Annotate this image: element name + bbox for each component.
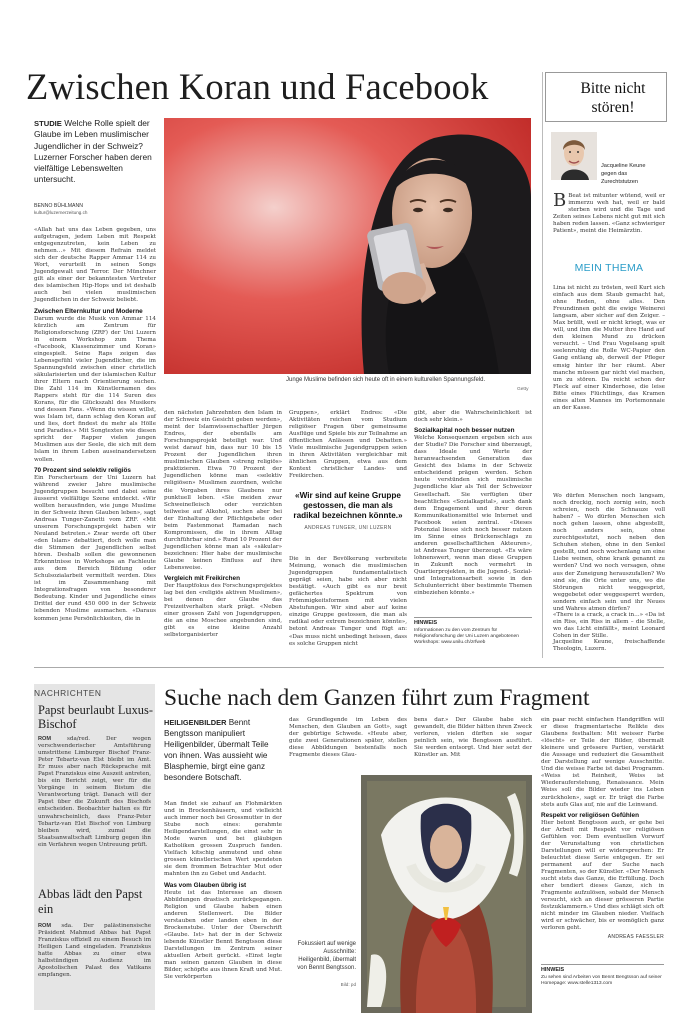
pull-quote: «Wir sind auf keine Gruppe gestossen, die man als radikal bezeichnen könnte.» ANDREAS TUNGER, UNI LUZERN bbox=[293, 491, 403, 531]
article-column-3: Gruppen», erklärt Endres: «Die Aktivitäten reichen vom Studium religiöser Fragen über gemeinsame Ausflüge und Spiele bis zur Teilnahme an öffentlichen Anlässen und Debatten.» Viele muslimische Jugendgruppen seien in ihren Aktivitäten vergleichbar mit ähnlichen Gruppen, etwa aus dem Kontext christlicher Landes- und Freikirchen. bbox=[289, 410, 407, 480]
article-column-3b: Die in der Bevölkerung verbreitete Meinung, wonach die muslimischen Jugendgruppen fundamentalistisch geprägt seien, habe sich aber nicht bestätigt. «Auch gibt es nur breit gefächertes Spektrum von Frömmigkeitsformen mit vielen Abstufungen. Wir sind aber auf keine einzige Gruppe gestossen, die man als radikal oder extrem bezeichnen könnte», betont Andreas Tunger und fügt an: «Das muss nicht unbedingt heissen, dass es solche Gruppen nicht bbox=[289, 556, 407, 647]
sidebar-text-4: «There is a crack, a crack in…» «Da ist ein Riss, ein Riss in allem – die Stelle, wo das Licht einfällt», meint Leonard Cohen in der Stille. bbox=[553, 612, 665, 640]
sidebar-signature: Jacqueline Keune, freischaffende Theologin, Luzern. bbox=[553, 639, 665, 653]
article-column-4: gibt, aber die Wahrscheinlichkeit ist doch sehr klein.» Sozialkapital noch besser nutzen Welche Konsequenzen ergeben sich aus der Studie? Die Forscher sind überzeugt, dass Ideale und Werte der heranwachsenden Generation das Gesicht des Islams in der Schweiz entscheidend prägen werden. Schon heute verstünden sich muslimische Jugendliche klar als Teil der Schweizer Gesellschaft. Sie verfügten über beachtliches «Sozialkapital», auch dank dem Engagement und ihrer deren Kommunikationsmittel wie Internet und Facebook seien zentral. «Dieses Potenzial liesse sich noch besser nutzen im Sinne eines Brückenschlags zu anderen gesellschaftlichen Akteuren», ist Andreas Tunger überzeugt. «Es wäre lohnenswert, wenn man diese Gruppen in Zukunft noch vermehrt in Quartierprojekten, in die Jugend-, Sozial- und Integrationsarbeit sowie in den Schulunterricht über bestimmte Themen einbeziehen könnte.» bbox=[414, 410, 532, 597]
bottom-column-4: ein paar recht einfachen Handgriffen will er diese fragmentarische Relikte des Glaubens festhalten: Mit weisser Farbe «löscht» er Teile der Bilder, übermalt kleinere und grössere Partien, verstärkt die Aussage und reduziert die Gesamtheit der Darstellung auf wenige Ausschnitte. Und die weisse Farbe ist dabei Programm. «Weiss ist Reinheit, Weiss ist Wiederauferstehung, Renaissance. Mein Weiss soll die Bilder wieder ins Leben zurückholen», sagt er. Er trägt die Farbe stets aufs Glas auf, nie auf die Leinwand. Respekt vor religiösen Gefühlen Hier betont Bengtsson auch, er gehe bei der Arbeit mit Respekt vor religiösen Gefühlen vor. Dem eventuellen Vorwurf der Verunstaltung von christlichen Darstellungen will er widersprechen: Er beleuchtet diese Serie entgegen. Er sei permanent auf der Suche nach Fragmenten, so der Künstler. «Der Mensch sucht stets das Ganze, die Erfüllung. Doch eher tendiert dieses Ganze, sich in Fragmente aufzulösen, sobald der Mensch versucht, sich an dieser grösseren Partie festzuklammern.» Und dies schlägt sich oft nicht minder im Glauben nieder. Vielfach wird er schwächer, bis er womöglich ganz verloren geht. ANDREAS FAESSLER bbox=[541, 717, 664, 941]
bottom-lead: HEILIGENBILDER Bennt Bengtsson manipuliert Heiligenbilder, übermalt Teile von ihnen. Was aussieht wie Blasphemie, birgt eine ganz besondere Botschaft. bbox=[164, 718, 269, 782]
bottom-headline: Suche nach dem Ganzen führt zum Fragment bbox=[164, 685, 590, 711]
article-column-2: den nächsten Jahrzehnten den Islam in der Schweiz ein Gesicht geben werden», meint der Islamwissenschaftler Jürgen Endres, der ebenfalls am Forschungsprojekt beteiligt war. Und weist darauf hin, dass nur 10 bis 15 Prozent der Jugendlichen ihren muslimischen Glauben «streng religiös» praktizieren. Etwa 70 Prozent der Jugendlichen könne man «selektiv religiösen» Muslimen zuordnen, welche die Vorgaben ihres Glaubens nur punktuell leben. «Sie meiden zwar Schweinefleisch oder verzichten teilweise auf Alkohol, suchen aber bei der Einhaltung der Pflichtgebete oder beim Fastenmonat Ramadan nach Kompromissen, die in ihrem Alltag durchführbar sind.» Rund 10 Prozent der Jugendlichen könne man als «säkular» bezeichnen: Hier habe der muslimische Glaube keinen Einfluss auf ihre Lebensweise. Vergleich mit Freikirchen Der Hauptfokus des Forschungsprojektes lag bei den «religiös aktiven Muslimen», bei denen der Glaube das Freizeitverhalten stark prägt. «Neben einer grossen Zahl von Jugendgruppen, die an eine Moschee angebunden sind, gibt es eine kleine Anzahl selbstorganisierter bbox=[164, 410, 282, 639]
sidebar-text-1: B Beat ist mitunter wütend, weil er immerzu weh hat, weil er bald sterben wird und die Tage und Zeiten seines Lebens nicht gut mit sich haben reden lassen. «Ganz schwieriger Patient», meint die Heimärztin. bbox=[553, 190, 665, 235]
painting-caption: Fokussiert auf wenige Ausschnitte: Heiligenbild, übermalt von Bennt Bengtsson. bbox=[297, 941, 356, 971]
sidebar-author-caption: Jacqueline Keune gegen das Zurechtstutzen bbox=[601, 163, 646, 185]
bottom-column-2: das Grundlegende im Leben des Menschen, den Glauben an Gott», sagt der gebürtige Schwede. «Heute aber, gute zwei Generationen später, stellen diese Abbildungen bestenfalls noch Fragmente dieses Glau- bbox=[289, 717, 407, 759]
news-item-1-text: ROM sda/red. Der wegen verschwenderischer Amtsführung umstrittene Limburger Bischof Franz-Peter Tebartz-van Elst bleibt im Amt. Er muss aber nach Rücksprache mit Papst Franziskus eine Auszeit antreten, bis ein Bericht zeigt, wer für die Vorgänge in seinem Bistum die Verantwortung trägt. Danach will der Papst über die Zukunft des Bischofs entscheiden. Beobachter halten es für unwahrscheinlich, dass Franz-Peter Tebartz-van Elst Bischof von Limburg bleiben wird, zumal die Staatsanwaltschaft Limburg gegen ihn ein Verfahren wegen Untreuung prüft. bbox=[38, 736, 151, 848]
news-item-2-text: ROM sda. Der palästinensische Präsident Mahmud Abbas hat Papst Franziskus offiziell zu einem Besuch im Heiligen Land eingeladen. Franziskus hatte Abbas zu einer etwa halbstündigen Audienz im Apostolischen Palast des Vatikans empfangen. bbox=[38, 923, 151, 979]
photo-credit: Getty bbox=[517, 387, 529, 392]
sidebar-title: Bitte nicht stören! bbox=[580, 80, 646, 116]
nachrichten-label: NACHRICHTEN bbox=[34, 688, 102, 698]
sidebar-text-3: Wo dürfen Menschen noch langsam, noch dreckig, noch zornig sein, noch schreien, noch die Schnauze voll haben? – Wo dürfen Menschen sich noch gehen lassen, ohne abgestellt, noch anders sein, ohne zurechtgestutzt, noch neben den Schuhen stehen, ohne in den Senkel gestellt, und noch wochenlang um eine Liebe weinen, ohne krank genannt zu werden? Und wo noch versagen, ohne aus der Zuneigung herauszufallen? Wo sind sie, die Orte unter uns, wo die Störungen nicht weggesprizt, weggebetet oder weggesperrt werden, sondern einfach sein und ihr Neues und Wahres atmen dürfen? bbox=[553, 493, 665, 612]
article-column-1: «Allah hat uns das Leben gegeben, uns aufgetragen, jedem Leben mit Respekt entgegenzutreten, kein Leben zu nehmen…» Mit diesem Refrain meldet sich der deutsche Rapper Ammar 114 zu Wort, verurteilt in seinen Songs Jugendgewalt und Terror. Der Münchner gilt als einer der bekanntesten Vertreter des islamischen Hip-Hops und ist deshalb auch bei vielen muslimischen Jugendlichen in der Schweiz beliebt. Zwischen Elternkultur und Moderne Darum wurde die Musik von Ammar 114 kürzlich am Zentrum für Religionsforschung (ZRF) der Uni Luzern in einem Workshop zum Thema «Facebook, Klassenzimmer und Koran» eingespielt. Seine Raps zeigen das Lebensgefühl vieler Jugendlicher, die im Spannungsfeld zwischen einer christlich säkularisierten und der islamischen Kultur ihrer Eltern nach Orientierung suchen. Die Zahl 114 im Künstlernamen des Rappers steht für die 114 Suren des Korans, für die Glückszahl des Musikers und dessen Fans. «Wenn du wissen willst, was Islam ist, dann schlag den Koran auf und lies, dort findest du mehr als Hölle und Paradies.» Mit Songtexten wie diesen spricht der Rapper vielen jungen Muslimen aus der Seele, die sich mit dem Islam in ihrem Leben auseinandersetzen wollen. 70 Prozent sind selektiv religiös Ein Forscherteam der Uni Luzern hat während zweier Jahre muslimische Jugendgruppen besucht und dabei seine äusserst vielfältige Szene entdeckt. «Wir wollten herausfinden, wie junge Muslime in der Schweiz ihren Glauben leben», sagt Andreas Tunger-Zanetti vom ZRF. «Mit unserem Forschungsprojekt haben wir Neuland betreten.» Zwar werde oft über «den Islam» debattiert, doch wolle man die Stimmen der Jugendlichen selbst hören. Deshalb sollen die gewonnenen Erkenntnisse in Workshops an Fachleute aus dem Bereich Bildung oder Schulsozialarbeit vermittelt werden. Dies ist im Zusammenhang mit Integrationsfragen von besonderer Bedeutung. Kinder und Jugendliche eines Drittel der rund 450 000 in der Schweiz lebenden Muslime ausmachen. «Daraus kommen jene Persönlichkeiten, die in bbox=[34, 227, 156, 622]
sidebar-rubric: MEIN THEMA bbox=[574, 262, 644, 274]
sidebar-text-2: Lina ist nicht zu trösten, weil Kurt sich einfach aus dem Staub gemacht hat, ohne Reden, ohne alles. Den Freundinnen geht die ewige Weinerei langsam, aber sicher auf den Zeiger. – Max brüllt, weil er nicht kriegt, was er will, und ihm die Mutter ihre Hand auf den kleinen Mund zu drücken versucht. – Und Frau Vogelsang spult seelenruhig die Rolle WC-Papier den Gang entlang ab, derweil der Pfleger emsig hinter ihr her räumt. Aber manche müssen gar nicht viel machen, um zu stören. Da reicht schon der Fleck auf einer Kinderhose, die leise Bitte eines Flüchtlings, das Kramen eines alten Mannes im Portemonnaie an der Kasse. bbox=[553, 285, 665, 411]
main-photo bbox=[164, 118, 531, 374]
hinweis-text: Informationen zu den vom Zentrum für Religionsforschung der Uni Luzern angebotenen Workshops: www.unilu.ch/zrfweb bbox=[414, 628, 519, 646]
page-headline: Zwischen Koran und Facebook bbox=[26, 66, 489, 107]
bottom-column-3: bens dar.» Der Glaube habe sich gewandelt, die Bilder hätten ihren Zweck verloren, vielen dürften sie sogar peinlich sein, wie Bengtsson ausführt. Sie werden entsorgt. Und hier setzt der Künstler an. Mit bbox=[414, 717, 532, 759]
photo-caption: Junge Muslime befinden sich heute oft in einem kulturellen Spannungsfeld. bbox=[286, 377, 486, 383]
news-item-1-title: Papst beurlaubt Luxus-Bischof bbox=[38, 703, 153, 731]
bottom-hinweis-text: Zu sehen sind Arbeiten von Bennt Bengtsson auf seiner Homepage: www.stelle1313.com bbox=[541, 975, 662, 987]
hinweis-label: HINWEIS bbox=[414, 620, 438, 626]
author-portrait bbox=[551, 132, 597, 180]
bottom-hinweis-label: HINWEIS bbox=[541, 967, 565, 973]
lead-paragraph: STUDIE Welche Rolle spielt der Glaube im Leben muslimischer Jugendlicher in der Schweiz? Luzerner Forscher haben deren vielfältige Lebenswelten untersucht. bbox=[34, 118, 152, 185]
saint-painting bbox=[361, 775, 532, 1013]
painting-credit: Bild: pd bbox=[340, 982, 356, 987]
bottom-column-1: Man findet sie zuhauf an Flohmärkten und in Brockenhäusern, und vielleicht auch immer noch bei Grossmutter in der Stube noch eines: gerahmte Heiligendarstellungen, die einst sehr in Mode waren und bei gläubigen Katholiken grossen Zuspruch fanden. Vielfach kitschig anmutend und ohne grossen künstlerischen Wert spendeten sie dem frommen Betrachter Mut oder mahnten ihn zu Gebet und Andacht. Was vom Glauben übrig ist Heute ist das Interesse an diesen Abbildungen drastisch zurückgegangen. Religion und Glaube haben einen anderen Stellenwert. Die Bilder verstauben oder landen eben in der Brockenstube. Unter der Überschrift «Glaube. Ist» hat der in der Schweiz lebende Künstler Bennt Bengtsson diese Darstellungen im Zentrum seiner aktuellen Arbeit gerückt. «Einst legte man seinen ganzen Glauben in diese Bilder, schöpfte aus ihnen Kraft und Mut. Sie verkörperten bbox=[164, 801, 282, 981]
author-email: kultur@luzernerzeitung.ch bbox=[34, 210, 88, 215]
author-name: BENNO BÜHLMANN bbox=[34, 203, 84, 209]
news-item-2-title: Abbas lädt den Papst ein bbox=[38, 887, 143, 916]
